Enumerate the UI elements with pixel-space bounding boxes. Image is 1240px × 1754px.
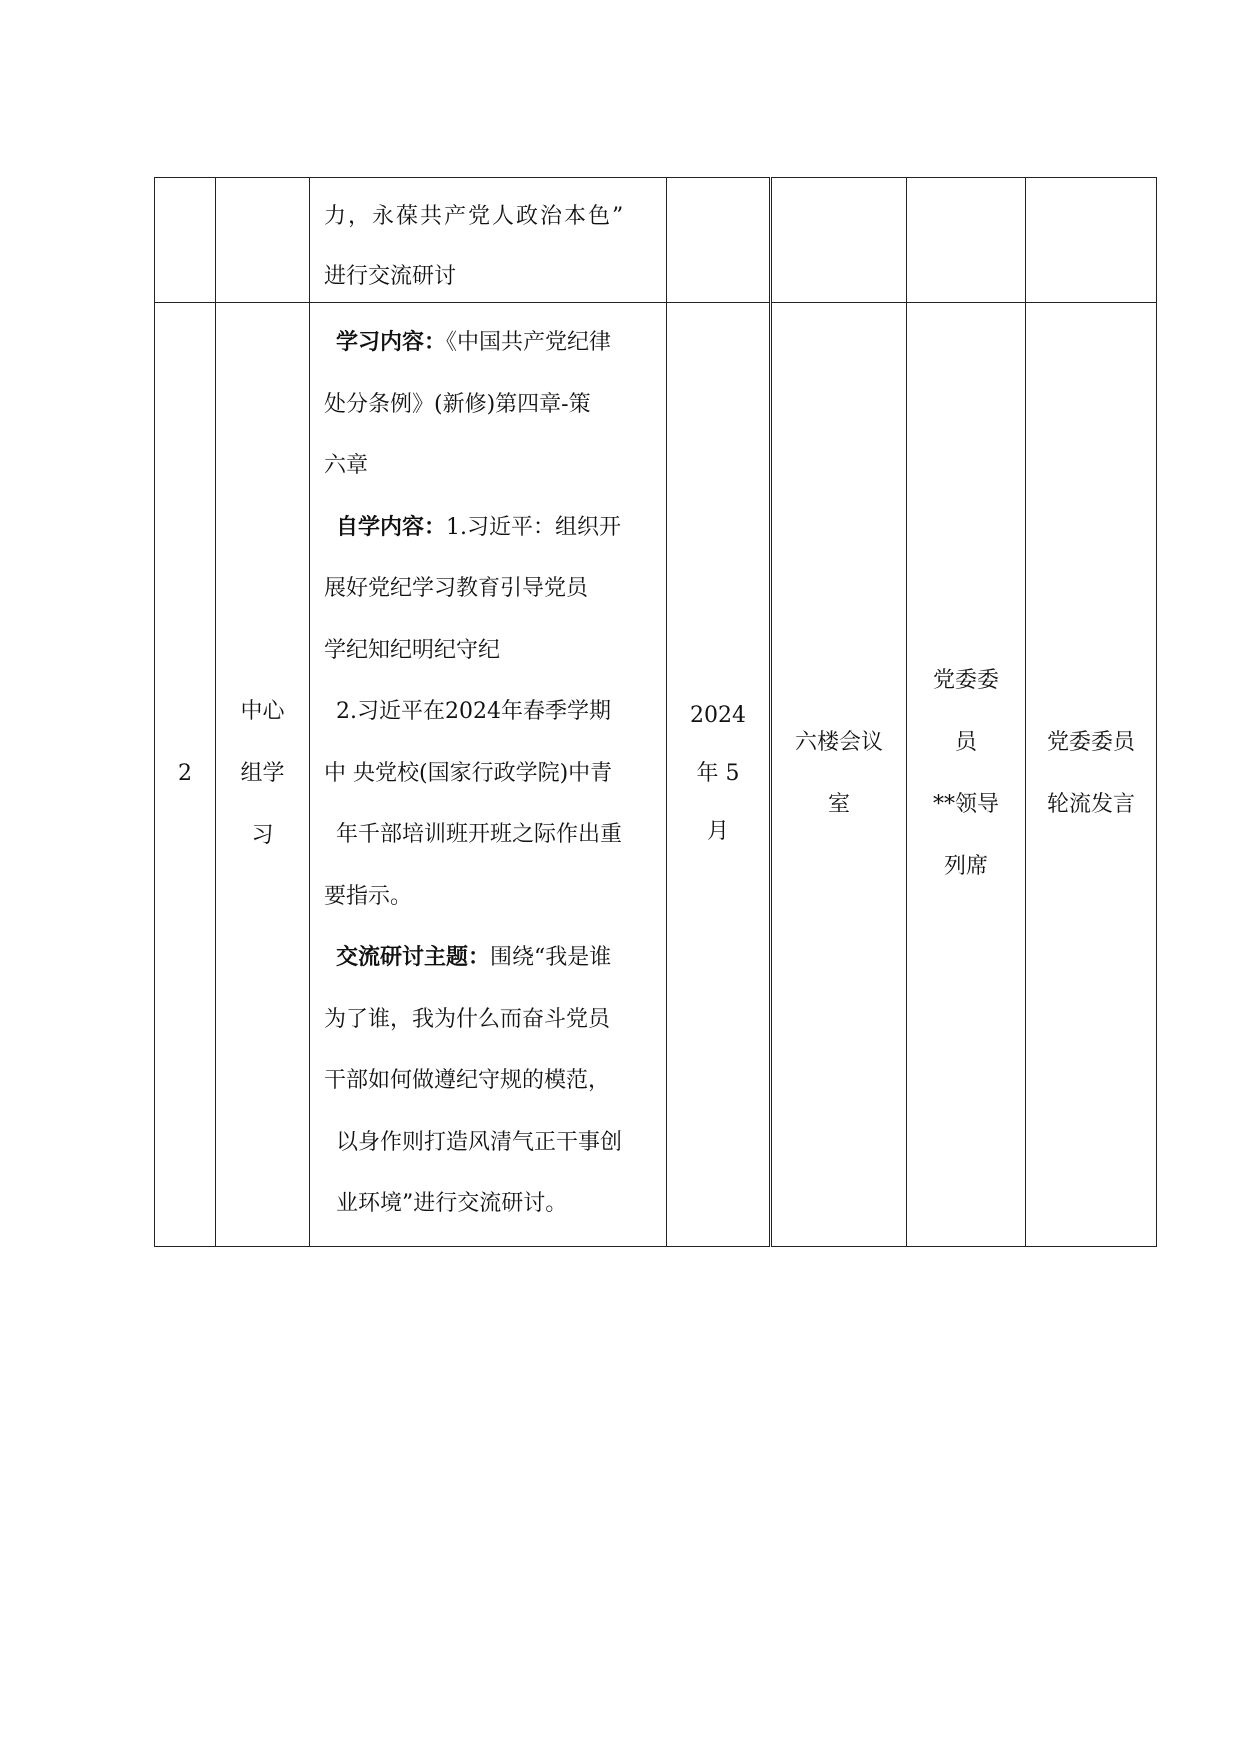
- form-line: 轮流发言: [1046, 792, 1135, 818]
- time-line: 月: [706, 819, 729, 845]
- content-line: [324, 323, 658, 385]
- time-line: 2024: [690, 703, 746, 729]
- content-line: 展好党纪学习教育引导党员: [324, 576, 589, 601]
- content-line: 业环境”进行交流研讨。: [336, 1191, 568, 1216]
- cell-form: [1026, 178, 1157, 303]
- type-line: 中心: [240, 699, 285, 725]
- attendee-line: **领导: [932, 792, 999, 818]
- content-line: 处分条例》(新修)第四章-策: [324, 391, 591, 417]
- study-content-label: 学习内容：: [336, 330, 447, 355]
- cell-attendees: [907, 303, 1026, 1247]
- self-study-label: 自学内容：: [336, 514, 447, 540]
- study-plan-table: [154, 177, 1157, 1247]
- row-number: 2: [178, 761, 192, 787]
- content-line: 2.习近平在2024年春季学期: [336, 699, 611, 724]
- attendee-line: 列席: [943, 854, 988, 880]
- content-line: [324, 508, 658, 570]
- cell-place: [771, 303, 907, 1247]
- topic-label: 交流研讨主题：: [336, 945, 491, 970]
- form-line: 党委委员: [1046, 730, 1135, 756]
- self-study-text: 1.习近平：组织开: [446, 514, 622, 540]
- cell-content: [310, 178, 667, 303]
- content-line: 年千部培训班开班之际作出重: [336, 822, 623, 847]
- content-line: 干部如何做遵纪守规的模范，: [324, 1068, 611, 1093]
- content-line: 为了谁，我为什么而奋斗党员: [324, 1006, 611, 1032]
- cell-content: [310, 303, 667, 1247]
- time-line: 年 5: [696, 761, 740, 787]
- content-line: 要指示。: [324, 883, 413, 909]
- content-line: 进行交流研讨: [324, 264, 457, 289]
- content-line: 中 央党校(国家行政学院)中青: [324, 760, 613, 786]
- topic-text: 围绕“我是谁: [490, 945, 612, 970]
- cell-form: [1026, 303, 1157, 1247]
- content-line: 力，永葆共产党人政治本色”: [324, 204, 626, 229]
- table-row: [155, 178, 1157, 303]
- cell-number: [155, 303, 216, 1247]
- place-line: 室: [827, 792, 850, 818]
- attendee-line: 党委委: [932, 668, 999, 694]
- content-line: [324, 938, 658, 1000]
- type-line: 组学: [240, 761, 285, 787]
- content-line: 六章: [324, 453, 369, 478]
- cell-type: [216, 178, 310, 303]
- content-line: 学纪知纪明纪守纪: [324, 637, 501, 663]
- cell-time: [667, 178, 771, 303]
- type-line: 习: [251, 823, 274, 849]
- cell-type: [216, 303, 310, 1247]
- cell-time: [667, 303, 771, 1247]
- content-line: 以身作则打造风清气正干事创: [336, 1129, 623, 1155]
- cell-place: [771, 178, 907, 303]
- study-content-text: 《中国共产党纪律: [446, 330, 612, 355]
- attendee-line: 员: [954, 730, 977, 756]
- cell-number: [155, 178, 216, 303]
- place-line: 六楼会议: [794, 730, 883, 756]
- table-row: [155, 303, 1157, 1247]
- cell-attendees: [907, 178, 1026, 303]
